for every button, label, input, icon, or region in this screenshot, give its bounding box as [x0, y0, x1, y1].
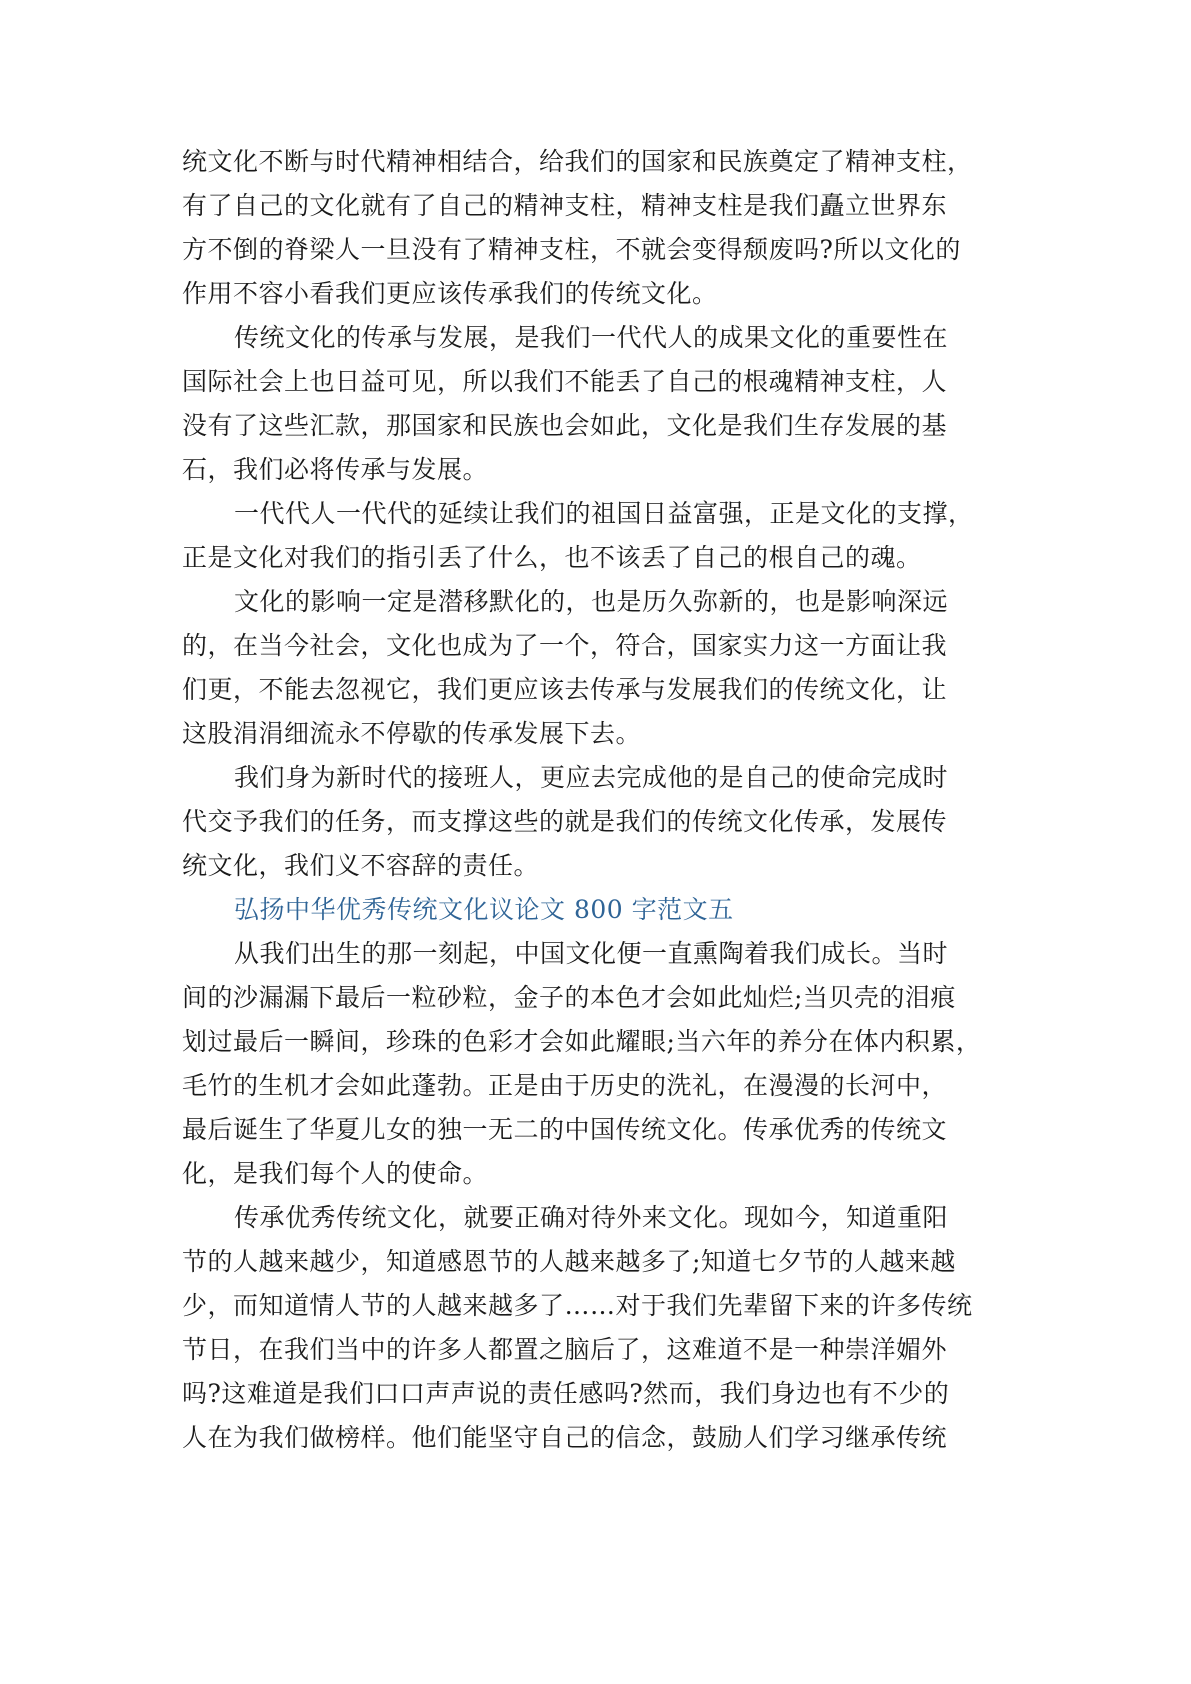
- text-line: 节日，在我们当中的许多人都置之脑后了，这难道不是一种崇洋媚外: [182, 1335, 948, 1364]
- heading-text: 弘扬中华优秀传统文化议论文 800 字范文五: [234, 895, 734, 924]
- text-line: 石，我们必将传承与发展。: [182, 455, 489, 484]
- text-line: 吗?这难道是我们口口声声说的责任感吗?然而，我们身边也有不少的: [182, 1379, 950, 1408]
- text-line: 一代代人一代代的延续让我们的祖国日益富强，正是文化的支撑，: [234, 499, 974, 528]
- text-line: 有了自己的文化就有了自己的精神支柱，精神支柱是我们矗立世界东: [182, 191, 948, 220]
- paragraph: [182, 756, 1042, 888]
- paragraph: [182, 580, 1042, 756]
- document-body: [182, 140, 1042, 1460]
- text-line: 代交予我们的任务，而支撑这些的就是我们的传统文化传承，发展传: [182, 807, 948, 836]
- text-line: 少，而知道情人节的人越来越多了……对于我们先辈留下来的许多传统: [182, 1291, 973, 1320]
- text-line: 人在为我们做榜样。他们能坚守自己的信念，鼓励人们学习继承传统: [182, 1423, 948, 1452]
- text-line: 我们身为新时代的接班人，更应去完成他的是自己的使命完成时: [234, 763, 949, 792]
- text-line: 的，在当今社会，文化也成为了一个，符合，国家实力这一方面让我: [182, 631, 948, 660]
- text-line: 划过最后一瞬间，珍珠的色彩才会如此耀眼;当六年的养分在体内积累，: [182, 1027, 982, 1056]
- paragraph: [182, 492, 1042, 580]
- text-line: 这股涓涓细流永不停歇的传承发展下去。: [182, 719, 642, 748]
- text-line: 传统文化的传承与发展，是我们一代代人的成果文化的重要性在: [234, 323, 949, 352]
- text-line: 方不倒的脊梁人一旦没有了精神支柱，不就会变得颓废吗?所以文化的: [182, 235, 961, 264]
- text-line: 没有了这些汇款，那国家和民族也会如此，文化是我们生存发展的基: [182, 411, 948, 440]
- text-line: 从我们出生的那一刻起，中国文化便一直熏陶着我们成长。当时: [234, 939, 949, 968]
- paragraph: [182, 140, 1042, 316]
- text-line: 统文化不断与时代精神相结合，给我们的国家和民族奠定了精神支柱，: [182, 147, 973, 176]
- text-line: 间的沙漏漏下最后一粒砂粒，金子的本色才会如此灿烂;当贝壳的泪痕: [182, 983, 956, 1012]
- text-line: 传承优秀传统文化，就要正确对待外来文化。现如今，知道重阳: [234, 1203, 949, 1232]
- paragraph: [182, 1196, 1042, 1460]
- text-line: 节的人越来越少，知道感恩节的人越来越多了;知道七夕节的人越来越: [182, 1247, 956, 1276]
- text-line: 文化的影响一定是潜移默化的，也是历久弥新的，也是影响深远: [234, 587, 949, 616]
- text-line: 统文化，我们义不容辞的责任。: [182, 851, 540, 880]
- text-line: 作用不容小看我们更应该传承我们的传统文化。: [182, 279, 718, 308]
- text-line: 国际社会上也日益可见，所以我们不能丢了自己的根魂精神支柱，人: [182, 367, 948, 396]
- paragraph: [182, 932, 1042, 1196]
- text-line: 们更，不能去忽视它，我们更应该去传承与发展我们的传统文化，让: [182, 675, 948, 704]
- text-line: 毛竹的生机才会如此蓬勃。正是由于历史的洗礼，在漫漫的长河中，: [182, 1071, 948, 1100]
- section-heading: [182, 888, 1042, 932]
- paragraph: [182, 316, 1042, 492]
- text-line: 化，是我们每个人的使命。: [182, 1159, 489, 1188]
- text-line: 正是文化对我们的指引丢了什么，也不该丢了自己的根自己的魂。: [182, 543, 922, 572]
- text-line: 最后诞生了华夏儿女的独一无二的中国传统文化。传承优秀的传统文: [182, 1115, 948, 1144]
